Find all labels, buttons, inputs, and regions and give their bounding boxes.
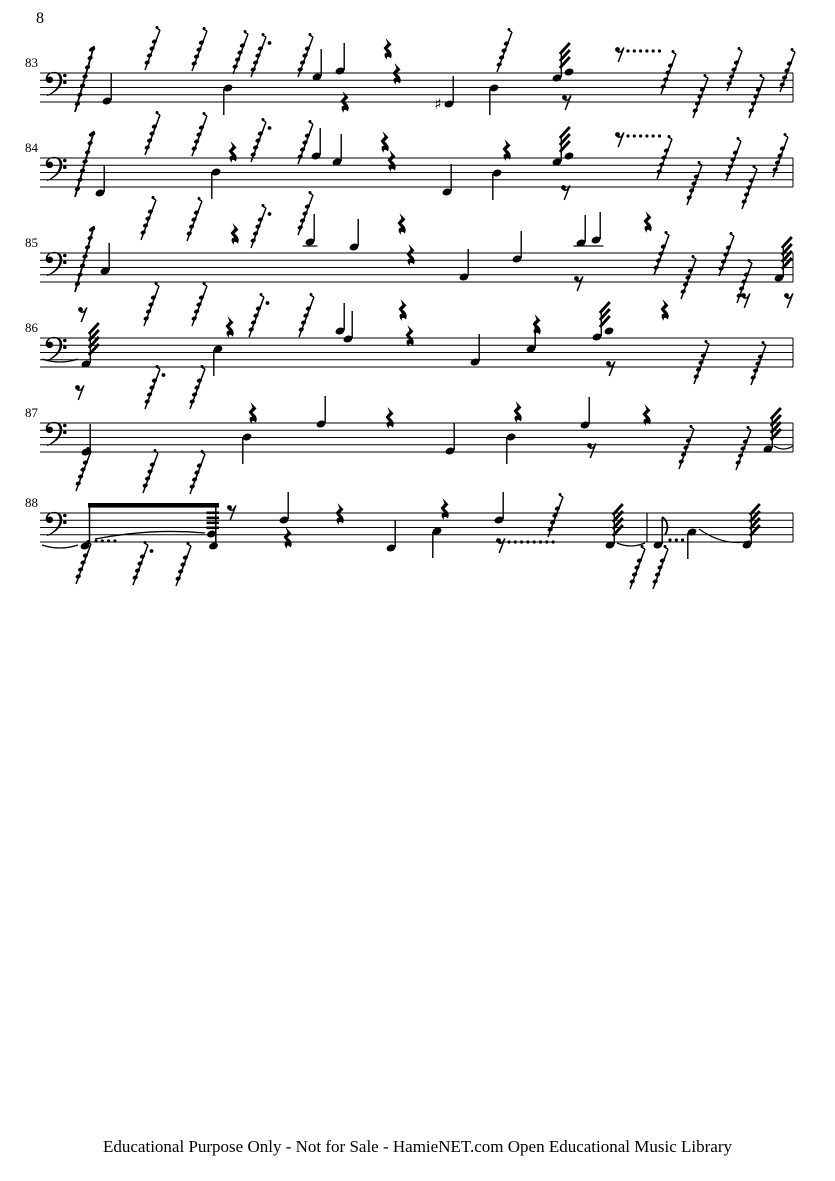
bass-clef-icon bbox=[46, 157, 67, 181]
note-glyph bbox=[316, 396, 327, 429]
quarter-rest-glyph bbox=[229, 141, 237, 163]
quarter-rest-glyph bbox=[441, 498, 449, 520]
grace-run-glyph bbox=[142, 449, 158, 493]
eighth-rest-glyph bbox=[78, 307, 87, 322]
note-glyph bbox=[211, 167, 222, 199]
note-glyph bbox=[442, 164, 453, 197]
dot-row bbox=[668, 538, 684, 541]
quarter-rest-glyph bbox=[336, 503, 344, 525]
note-glyph bbox=[242, 432, 253, 464]
quarter-rest-glyph bbox=[514, 401, 522, 423]
tremolo-note-glyph bbox=[742, 504, 760, 550]
grace-run-glyph bbox=[250, 118, 271, 162]
note-glyph bbox=[492, 168, 503, 200]
note-glyph bbox=[494, 492, 505, 525]
tie-curve bbox=[774, 446, 793, 449]
staff-system-88 bbox=[25, 492, 793, 589]
note-glyph bbox=[81, 424, 92, 457]
quarter-rest-glyph bbox=[661, 299, 669, 321]
measure-number: 86 bbox=[25, 320, 38, 335]
staff-lines bbox=[40, 253, 793, 282]
quarter-rest-glyph bbox=[226, 316, 234, 338]
grace-run-glyph bbox=[250, 204, 271, 248]
grace-run-glyph bbox=[693, 340, 709, 384]
grace-run-glyph bbox=[750, 341, 766, 385]
eighth-rest-glyph bbox=[587, 443, 596, 458]
grace-run-glyph bbox=[298, 293, 314, 337]
grace-run-glyph bbox=[652, 545, 668, 589]
grace-run-glyph bbox=[191, 27, 207, 71]
tie-curve bbox=[617, 543, 645, 546]
grace-run-glyph bbox=[143, 282, 159, 326]
grace-run-glyph bbox=[191, 282, 207, 326]
svg-text:♯: ♯ bbox=[434, 95, 442, 113]
tie-curve bbox=[42, 545, 78, 548]
note-glyph bbox=[512, 231, 523, 264]
quarter-rest-glyph bbox=[398, 213, 406, 235]
note-glyph bbox=[591, 212, 602, 245]
measure-number: 83 bbox=[25, 55, 38, 70]
staff-lines bbox=[40, 338, 793, 367]
bass-clef-icon bbox=[46, 337, 67, 361]
footer-text: Educational Purpose Only - Not for Sale - HamieNET.com Open Educational Music Library bbox=[103, 1137, 732, 1156]
bass-clef-icon bbox=[46, 422, 67, 446]
note-glyph bbox=[580, 397, 591, 430]
quarter-rest-glyph bbox=[399, 299, 407, 321]
note-glyph bbox=[653, 517, 668, 550]
grace-run-glyph bbox=[678, 425, 694, 469]
tremolo-note-glyph bbox=[81, 323, 99, 369]
staff-lines bbox=[40, 423, 793, 452]
note-glyph bbox=[459, 249, 470, 282]
grace-run-glyph bbox=[248, 293, 269, 337]
grace-run-glyph bbox=[718, 232, 734, 276]
eighth-rest-glyph bbox=[561, 185, 570, 200]
grace-run-glyph bbox=[140, 196, 156, 240]
bass-clef-icon bbox=[46, 252, 67, 276]
note-glyph bbox=[305, 214, 316, 247]
eighth-rest-glyph bbox=[574, 276, 583, 291]
eighth-rest-glyph bbox=[75, 385, 84, 400]
note-glyph bbox=[279, 492, 290, 525]
note-glyph bbox=[445, 423, 456, 456]
grace-run-glyph bbox=[725, 137, 741, 181]
eighth-rest-glyph bbox=[615, 132, 661, 147]
note-glyph bbox=[386, 520, 397, 553]
grace-run-glyph bbox=[772, 133, 788, 177]
note-glyph bbox=[311, 128, 322, 161]
eighth-rest-glyph bbox=[496, 538, 555, 553]
note-glyph bbox=[489, 83, 500, 115]
tremolo-note-glyph bbox=[592, 302, 615, 342]
measure-number: 87 bbox=[25, 405, 38, 420]
grace-run-glyph bbox=[189, 365, 205, 409]
grace-run-glyph bbox=[250, 33, 271, 77]
tremolo-note-glyph bbox=[605, 504, 623, 550]
note-glyph bbox=[349, 219, 360, 252]
grace-run-glyph bbox=[132, 541, 153, 585]
note-glyph bbox=[335, 303, 346, 336]
grace-run-glyph bbox=[232, 30, 248, 74]
quarter-rest-glyph bbox=[386, 407, 394, 429]
staff-lines bbox=[40, 73, 793, 102]
note-glyph bbox=[576, 215, 587, 248]
tremolo-note-glyph bbox=[763, 408, 781, 454]
note-glyph bbox=[506, 432, 517, 464]
grace-run-glyph bbox=[191, 112, 207, 156]
grace-run-glyph bbox=[547, 493, 563, 537]
grace-run-glyph bbox=[297, 33, 313, 77]
note-glyph bbox=[102, 73, 113, 106]
staff-system-83 bbox=[25, 26, 795, 118]
grace-run-glyph bbox=[144, 365, 165, 409]
quarter-rest-glyph bbox=[644, 211, 652, 233]
tremolo-note-glyph bbox=[552, 43, 575, 83]
grace-run-glyph bbox=[144, 26, 160, 70]
eighth-rest-glyph bbox=[606, 361, 615, 376]
staff-lines bbox=[40, 158, 793, 187]
staff-system-85 bbox=[25, 191, 793, 303]
note-glyph bbox=[223, 83, 234, 115]
grace-run-glyph bbox=[496, 28, 512, 72]
quarter-rest-glyph bbox=[249, 402, 257, 424]
quarter-rest-glyph bbox=[533, 314, 541, 336]
staff-system-84 bbox=[25, 111, 793, 209]
grace-run-glyph bbox=[144, 111, 160, 155]
measure-number: 85 bbox=[25, 235, 38, 250]
note-glyph bbox=[332, 134, 343, 167]
quarter-rest-glyph bbox=[393, 63, 401, 85]
staff-system-87 bbox=[25, 365, 793, 494]
grace-run-glyph bbox=[686, 161, 702, 205]
tie-curve bbox=[699, 529, 750, 543]
eighth-rest-glyph bbox=[741, 293, 750, 308]
grace-run-glyph bbox=[680, 255, 696, 299]
bass-clef-icon bbox=[46, 72, 67, 96]
grace-run-glyph bbox=[186, 197, 202, 241]
note-glyph bbox=[470, 334, 481, 367]
note-glyph bbox=[335, 43, 346, 76]
quarter-rest-glyph bbox=[388, 150, 396, 172]
staff-lines bbox=[40, 513, 793, 542]
quarter-rest-glyph bbox=[384, 38, 392, 60]
staff-system-86 bbox=[25, 282, 793, 385]
eighth-rest-glyph bbox=[562, 95, 571, 110]
grace-run-glyph bbox=[189, 450, 205, 494]
tremolo-beam-group bbox=[80, 503, 219, 551]
bass-clef-icon bbox=[46, 512, 67, 536]
note-glyph bbox=[100, 243, 111, 276]
quarter-rest-glyph bbox=[231, 223, 239, 245]
measure-number: 84 bbox=[25, 140, 38, 155]
quarter-rest-glyph bbox=[381, 131, 389, 153]
tremolo-note-glyph bbox=[552, 127, 575, 167]
grace-run-glyph bbox=[175, 542, 191, 586]
eighth-rest-glyph bbox=[784, 293, 793, 308]
grace-run-glyph bbox=[735, 426, 751, 470]
eighth-rest-glyph bbox=[615, 47, 661, 62]
quarter-rest-glyph bbox=[407, 244, 415, 266]
note-glyph bbox=[95, 165, 106, 198]
measure-number: 88 bbox=[25, 495, 38, 510]
grace-run-glyph bbox=[297, 191, 313, 235]
page-number: 8 bbox=[36, 10, 44, 27]
note-glyph bbox=[444, 76, 455, 109]
note-glyph bbox=[687, 527, 698, 559]
quarter-rest-glyph bbox=[284, 527, 292, 549]
grace-run-glyph bbox=[297, 120, 313, 164]
sharp-icon bbox=[434, 95, 441, 113]
grace-run-glyph bbox=[629, 545, 645, 589]
grace-run-glyph bbox=[726, 47, 742, 91]
note-glyph bbox=[312, 49, 323, 82]
quarter-rest-glyph bbox=[406, 325, 414, 347]
